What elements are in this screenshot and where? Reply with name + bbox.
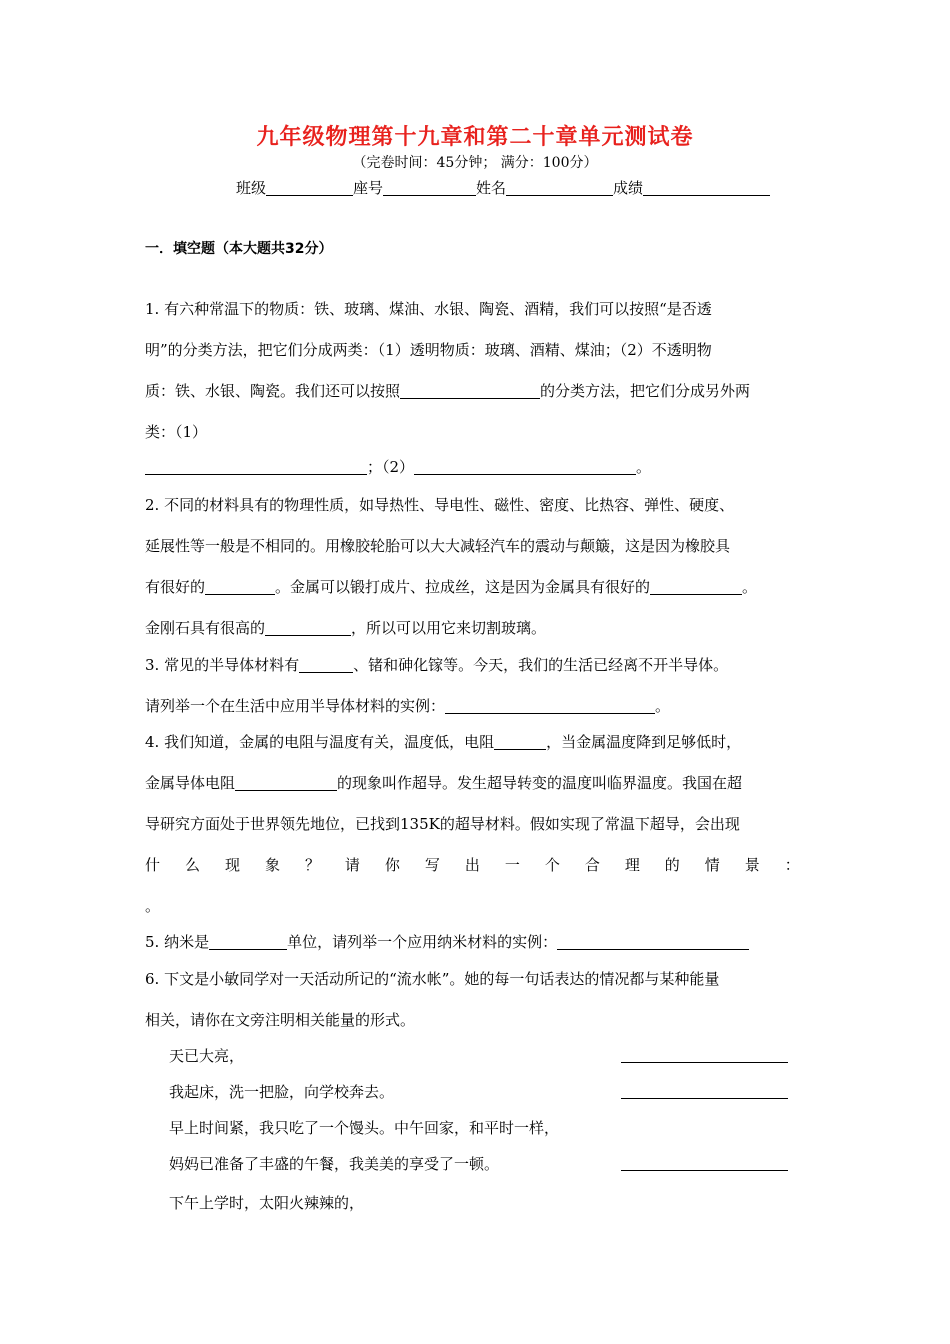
q3-text: 。 — [655, 697, 671, 715]
q4-char: 你 — [384, 856, 400, 874]
q4-text: 的现象叫作超导。发生超导转变的温度叫临界温度。我国在超 — [337, 774, 743, 792]
q5-blank-unit[interactable] — [209, 933, 287, 950]
q1-line2: 明”的分类方法，把它们分成两类：（1）透明物质：玻璃、酒精、煤油；（2）不透明物 — [145, 341, 712, 359]
q4-char: 理 — [624, 856, 640, 874]
q1-line4: 类：（1） — [145, 423, 208, 441]
seat-blank[interactable] — [383, 179, 476, 196]
q5-text: 单位，请列举一个应用纳米材料的实例： — [287, 933, 558, 951]
class-blank[interactable] — [266, 179, 353, 196]
q3-text: 3. 常见的半导体材料有 — [145, 656, 300, 674]
q1-text: ；（2） — [367, 458, 415, 476]
q4-char: 什 — [145, 856, 161, 874]
student-info-row — [236, 177, 770, 198]
q4-char: 景 — [744, 856, 760, 874]
q4-char: 合 — [584, 856, 600, 874]
q1-blank-1[interactable] — [145, 458, 367, 475]
page-title: 九年级物理第十九章和第二十章单元测试卷 — [256, 125, 694, 150]
q6-blank-3[interactable] — [621, 1169, 788, 1171]
q4-char: ？ — [304, 856, 320, 874]
q3-blank-material[interactable] — [299, 656, 353, 673]
q4-line1 — [145, 731, 741, 752]
q4-text: 金属导体电阻 — [145, 774, 236, 792]
q2-blank-diamond[interactable] — [265, 619, 351, 636]
q2-text: 。 — [742, 578, 758, 596]
q1-line3 — [145, 380, 750, 401]
q2-blank-metal[interactable] — [650, 578, 742, 595]
q6-line1: 6. 下文是小敏同学对一天活动所记的“流水帐”。她的每一句话表达的情况都与某种能量 — [145, 970, 720, 988]
q2-text: 。金属可以锻打成片、拉成丝，这是因为金属具有很好的 — [275, 578, 651, 596]
q6-sentence-1: 天已大亮， — [169, 1047, 245, 1065]
q4-blank-resistance[interactable] — [494, 733, 546, 750]
q4-line3: 导研究方面处于世界领先地位，已找到135K的超导材料。假如实现了常温下超导，会出现 — [145, 815, 740, 833]
q4-line2 — [145, 772, 742, 793]
q4-char: 个 — [544, 856, 560, 874]
q6-sentence-3: 早上时间紧，我只吃了一个馒头。中午回家，和平时一样， — [169, 1119, 560, 1137]
q5-text: 5. 纳米是 — [145, 933, 210, 951]
q4-char: 一 — [504, 856, 520, 874]
q4-char: 情 — [704, 856, 720, 874]
q3-text: 、锗和砷化镓等。今天，我们的生活已经离不开半导体。 — [353, 656, 729, 674]
section-heading: 一．填空题（本大题共32分） — [145, 241, 333, 257]
q4-line4 — [145, 854, 800, 875]
q2-text: ，所以可以用它来切割玻璃。 — [351, 619, 547, 637]
q1-line5 — [145, 456, 651, 477]
q1-text: 质：铁、水银、陶瓷。我们还可以按照 — [145, 382, 401, 400]
q4-char: ： — [784, 856, 800, 874]
q4-line5: 。 — [145, 897, 161, 915]
q2-line4 — [145, 617, 546, 638]
q4-text: 4. 我们知道，金属的电阻与温度有关，温度低，电阻 — [145, 733, 495, 751]
class-label: 班级 — [236, 179, 267, 197]
q6-sentence-4: 妈妈已准备了丰盛的午餐，我美美的享受了一顿。 — [169, 1155, 500, 1173]
q2-text: 金刚石具有很高的 — [145, 619, 266, 637]
name-label: 姓名 — [476, 179, 507, 197]
q1-text: 的分类方法，把它们分成另外两 — [540, 382, 751, 400]
q6-sentence-2: 我起床，洗一把脸，向学校奔去。 — [169, 1083, 395, 1101]
q6-blank-2[interactable] — [621, 1097, 788, 1099]
q6-line2: 相关，请你在文旁注明相关能量的形式。 — [145, 1011, 416, 1029]
q1-line1: 1. 有六种常温下的物质：铁、玻璃、煤油、水银、陶瓷、酒精，我们可以按照“是否透 — [145, 300, 712, 318]
score-blank[interactable] — [643, 179, 770, 196]
q2-blank-rubber[interactable] — [205, 578, 275, 595]
q6-sentence-5: 下午上学时，太阳火辣辣的， — [169, 1194, 365, 1212]
q3-text: 请列举一个在生活中应用半导体材料的实例： — [145, 697, 446, 715]
q1-blank-method[interactable] — [400, 382, 540, 399]
q2-text: 有很好的 — [145, 578, 206, 596]
q2-line3 — [145, 576, 757, 597]
q3-line1 — [145, 654, 728, 675]
q4-char: 请 — [344, 856, 360, 874]
q5-line1 — [145, 931, 749, 952]
q4-char: 么 — [184, 856, 200, 874]
q6-blank-1[interactable] — [621, 1061, 788, 1063]
q3-line2 — [145, 695, 670, 716]
q4-char: 的 — [664, 856, 680, 874]
q2-line1: 2. 不同的材料具有的物理性质，如导热性、导电性、磁性、密度、比热容、弹性、硬度、 — [145, 496, 735, 514]
q4-char: 写 — [424, 856, 440, 874]
q4-char: 象 — [264, 856, 280, 874]
name-blank[interactable] — [506, 179, 613, 196]
seat-label: 座号 — [353, 179, 384, 197]
q3-blank-example[interactable] — [445, 697, 655, 714]
q1-blank-2[interactable] — [414, 458, 636, 475]
q2-line2: 延展性等一般是不相同的。用橡胶轮胎可以大大减轻汽车的震动与颠簸，这是因为橡胶具 — [145, 537, 731, 555]
exam-time-score: （完卷时间：45分钟； 满分：100分） — [352, 155, 598, 171]
q4-text: ，当金属温度降到足够低时， — [546, 733, 742, 751]
q4-char: 出 — [464, 856, 480, 874]
q4-blank-superconductor[interactable] — [235, 774, 337, 791]
q1-text: 。 — [636, 458, 652, 476]
q4-char: 现 — [224, 856, 240, 874]
score-label: 成绩 — [613, 179, 644, 197]
q5-blank-example[interactable] — [557, 933, 749, 950]
